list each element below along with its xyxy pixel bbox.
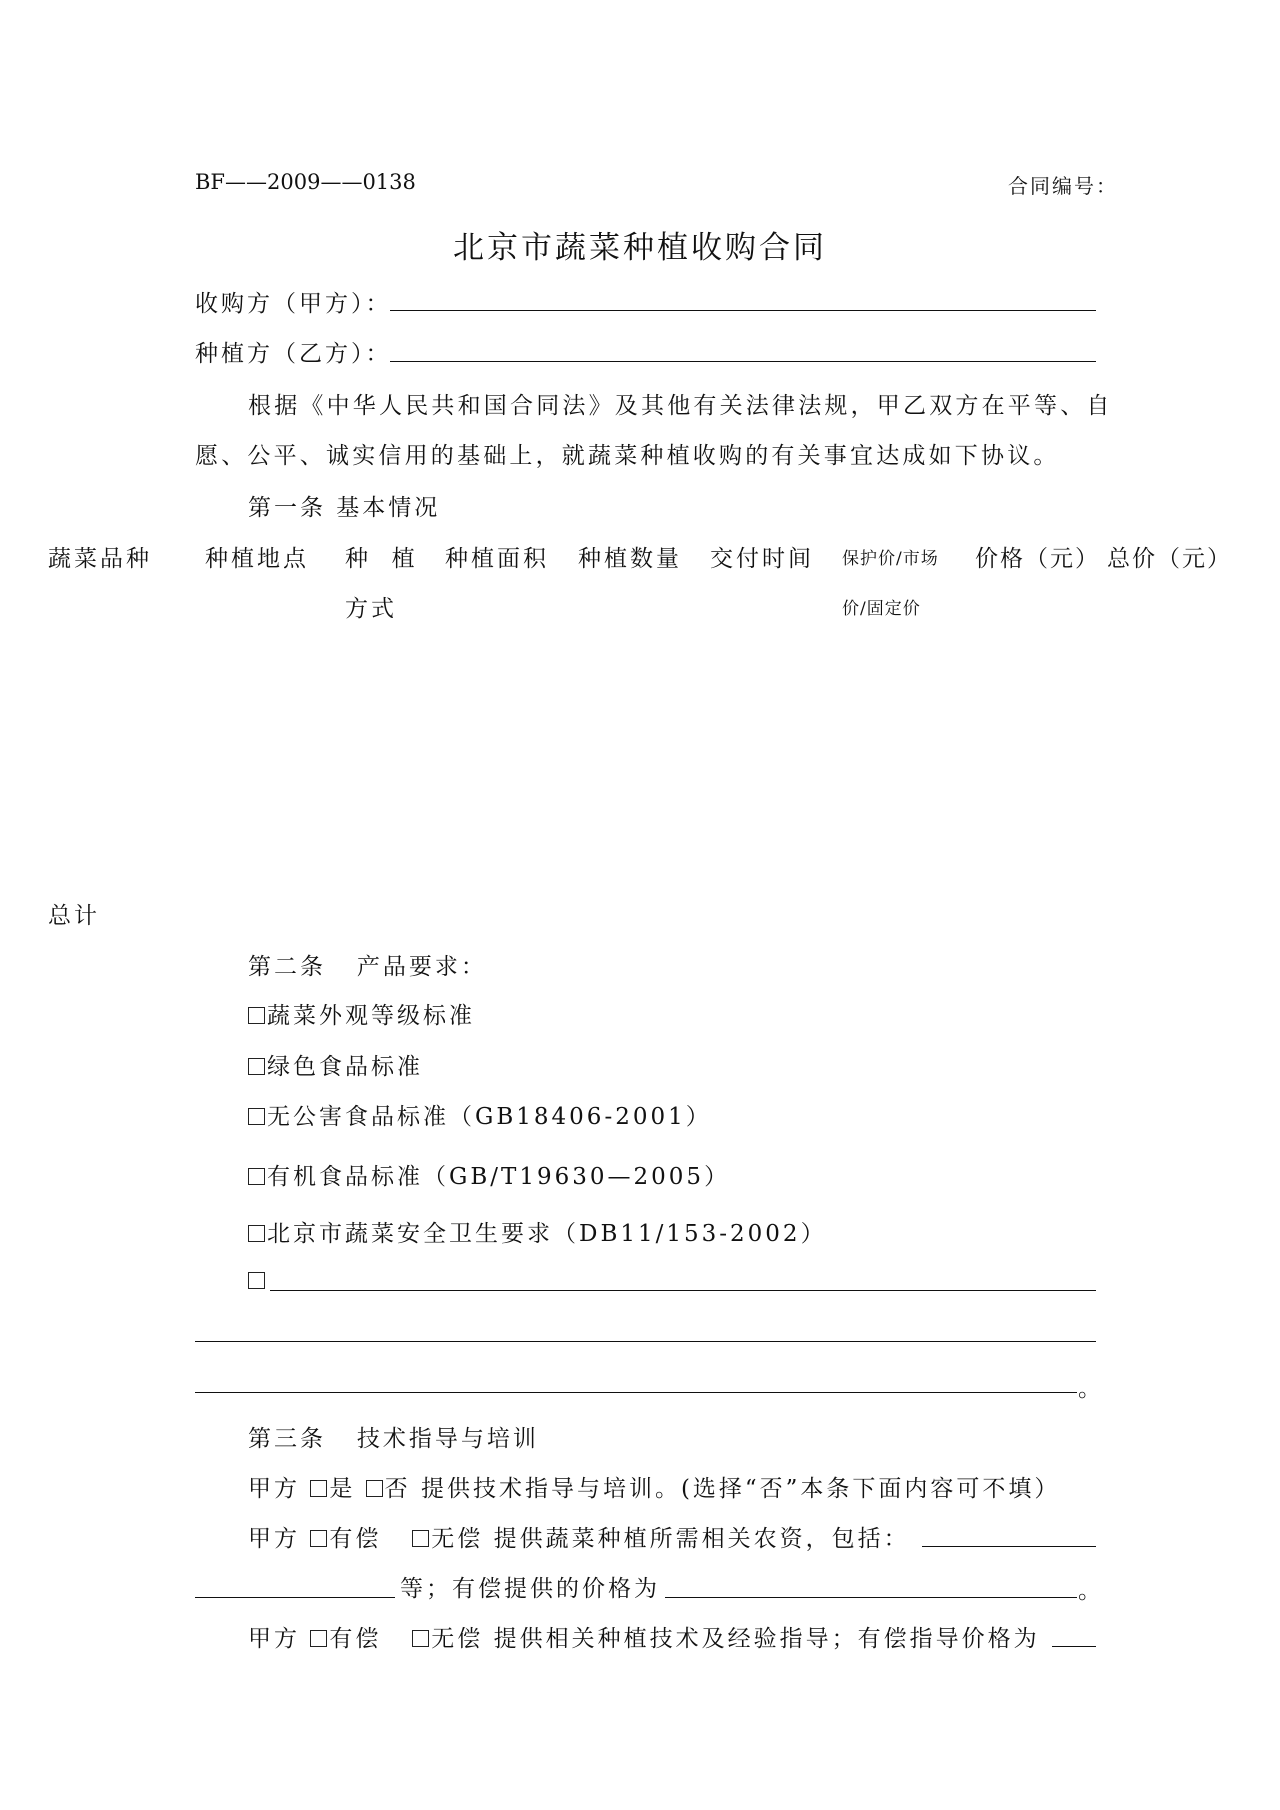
contract-number-label: 合同编号： (1008, 174, 1118, 198)
col-total: 总价（元） (1107, 546, 1232, 572)
col-price-type-2: 价/固定价 (842, 599, 921, 619)
option-no[interactable]: 否 (366, 1476, 411, 1502)
other-requirement-line-3[interactable] (195, 1392, 1077, 1393)
supplies-field-continued[interactable] (195, 1597, 395, 1598)
checkbox[interactable] (248, 1007, 265, 1024)
line-3-end-mark: 。 (1078, 1578, 1101, 1604)
buyer-label: 收购方（甲方）： (195, 291, 392, 317)
col-area: 种植面积 (445, 546, 549, 572)
option-paid[interactable]: 有偿 (310, 1526, 381, 1552)
article-3-line-2: 甲方 有偿 无偿 提供蔬菜种植所需相关农资，包括： (248, 1526, 910, 1552)
checkbox[interactable] (248, 1058, 265, 1075)
col-method-2: 方式 (345, 596, 397, 622)
option-beijing-safety[interactable]: 北京市蔬菜安全卫生要求（DB11/153-2002） (248, 1215, 827, 1248)
grower-label: 种植方（乙方）： (195, 341, 392, 367)
option-green-food[interactable]: 绿色食品标准 (248, 1048, 423, 1081)
article-3-line-1: 甲方 是 否 提供技术指导与培训。(选择“否”本条下面内容可不填） (248, 1476, 1061, 1502)
checkbox[interactable] (310, 1530, 327, 1547)
checkbox[interactable] (248, 1168, 265, 1185)
article-3-title: 第三条 技术指导与培训 (248, 1426, 539, 1452)
intro-line-1: 根据《中华人民共和国合同法》及其他有关法律法规，甲乙双方在平等、自 (248, 393, 1113, 419)
article-3-line-4: 甲方 有偿 无偿 提供相关种植技术及经验指导；有偿指导价格为 (248, 1626, 1040, 1652)
intro-line-2: 愿、公平、诚实信用的基础上，就蔬菜种植收购的有关事宜达成如下协议。 (195, 443, 1060, 469)
guidance-price-field[interactable] (1052, 1646, 1096, 1647)
checkbox[interactable] (248, 1272, 265, 1289)
col-quantity: 种植数量 (578, 546, 682, 572)
checkbox[interactable] (412, 1530, 429, 1547)
other-requirement-field[interactable] (270, 1290, 1096, 1291)
col-price: 价格（元） (975, 546, 1100, 572)
other-requirement-line-2[interactable] (195, 1341, 1096, 1342)
supplies-field[interactable] (922, 1546, 1096, 1547)
page-title: 北京市蔬菜种植收购合同 (453, 230, 827, 266)
document-code: BF——2009——0138 (195, 170, 416, 194)
article-1-title: 第一条 基本情况 (248, 495, 441, 521)
col-variety: 蔬菜品种 (48, 546, 152, 572)
col-delivery: 交付时间 (710, 546, 814, 572)
option-other[interactable] (248, 1268, 267, 1294)
article-3-line-3: 等；有偿提供的价格为 (400, 1576, 660, 1602)
buyer-field[interactable] (390, 310, 1096, 311)
checkbox[interactable] (248, 1108, 265, 1125)
checkbox[interactable] (310, 1630, 327, 1647)
option-free[interactable]: 无偿 (412, 1526, 483, 1552)
grower-field[interactable] (390, 361, 1096, 362)
col-price-type-1: 保护价/市场 (842, 549, 939, 569)
checkbox[interactable] (366, 1480, 383, 1497)
checkbox[interactable] (412, 1630, 429, 1647)
option-yes[interactable]: 是 (310, 1476, 355, 1502)
supplies-price-field[interactable] (665, 1597, 1077, 1598)
col-method-1: 种 植 (345, 546, 418, 572)
option-paid-guidance[interactable]: 有偿 (310, 1626, 381, 1652)
option-appearance-grade[interactable]: 蔬菜外观等级标准 (248, 997, 475, 1030)
option-free-guidance[interactable]: 无偿 (412, 1626, 483, 1652)
option-pollution-free[interactable]: 无公害食品标准（GB18406-2001） (248, 1098, 712, 1131)
checkbox[interactable] (248, 1225, 265, 1242)
option-organic-food[interactable]: 有机食品标准（GB/T19630—2005） (248, 1158, 730, 1191)
end-mark: 。 (1078, 1376, 1101, 1402)
checkbox[interactable] (310, 1480, 327, 1497)
article-2-title: 第二条 产品要求： (248, 954, 487, 980)
col-location: 种植地点 (205, 546, 309, 572)
total-label: 总计 (48, 903, 100, 929)
